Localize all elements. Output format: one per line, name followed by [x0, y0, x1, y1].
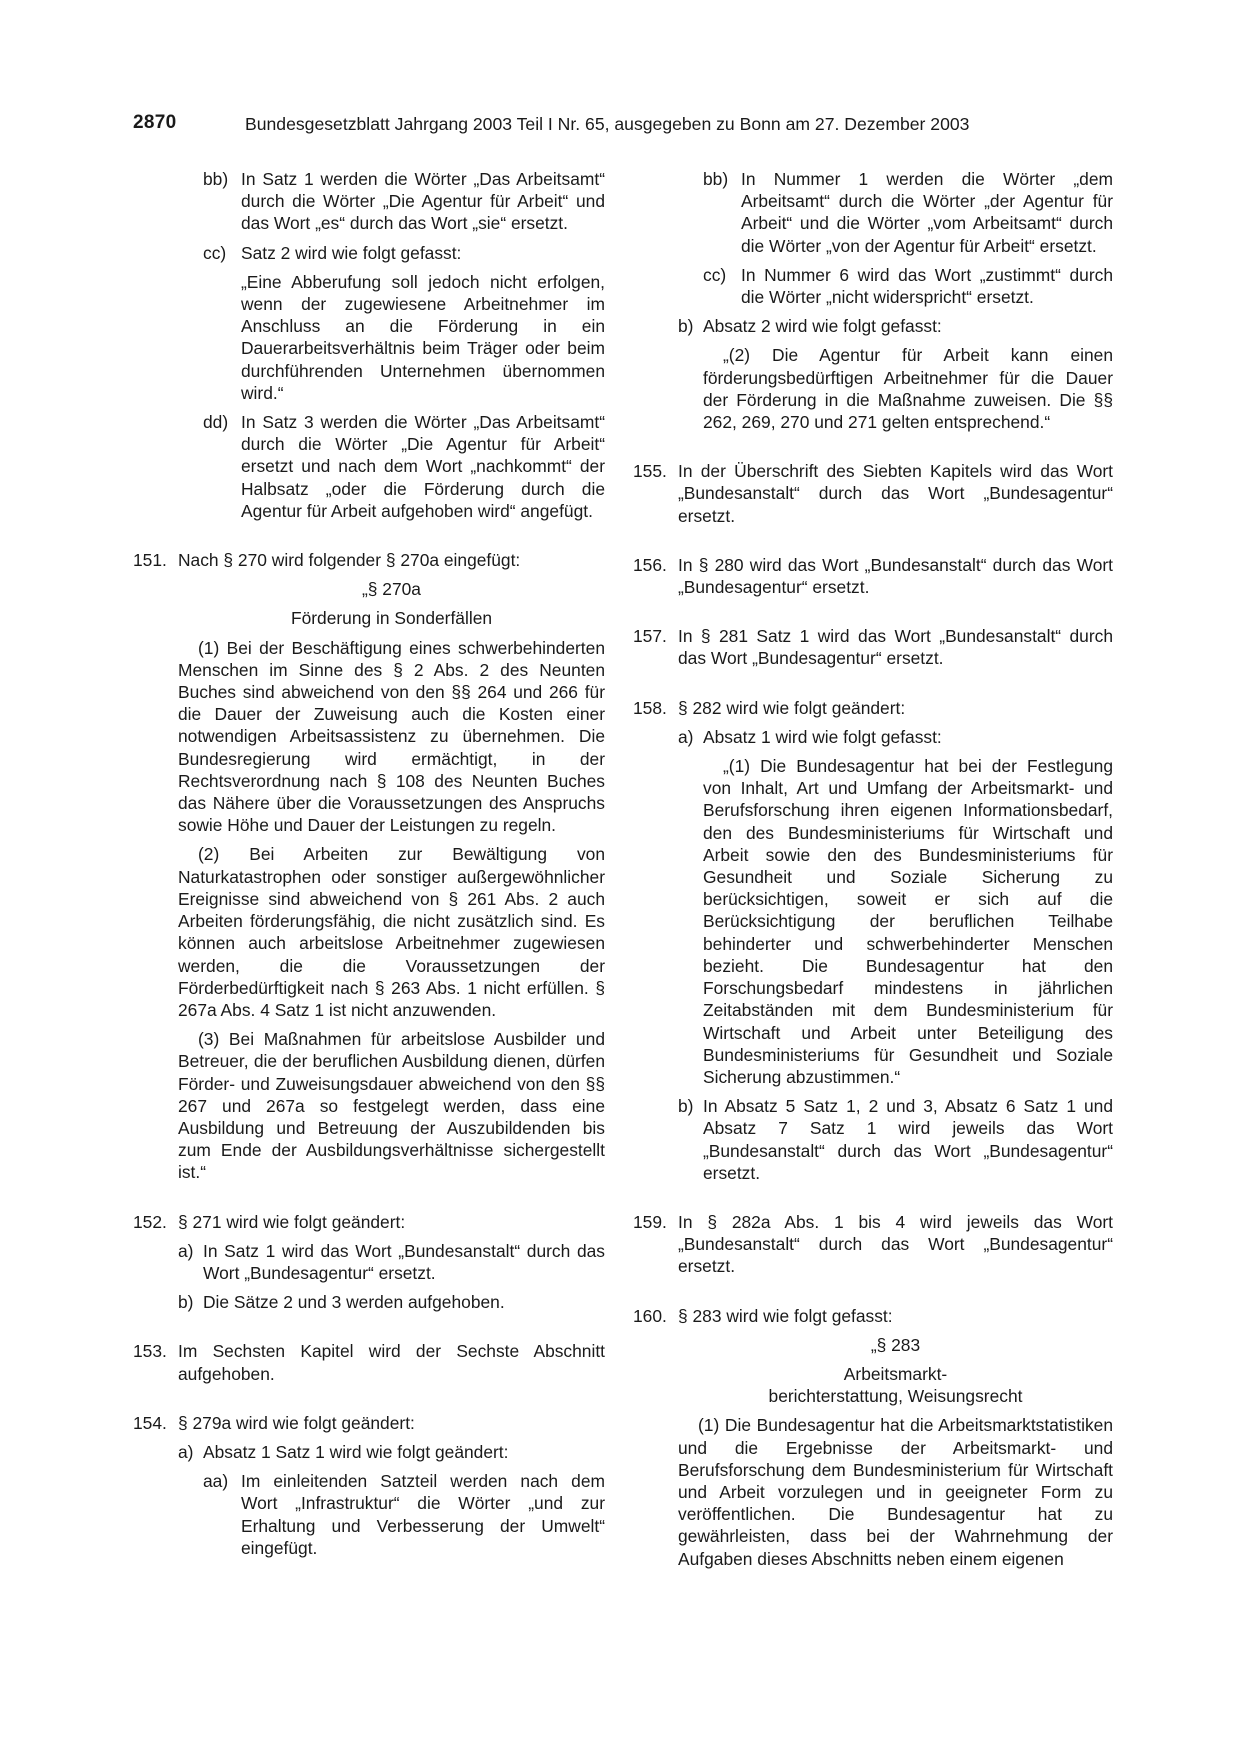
- page-header: [133, 112, 1113, 138]
- quoted-text: „(1) Die Bundesagentur hat bei der Festlegung von Inhalt, Art und Umfang der Arbeitsmarkt- und Berufsforschung ihren eigenen Informationsbedarf, den des Bundesministeriums für Wirtschaft und Arbeit sowie den des Bundesministeriums für Gesundheit und Soziale Sicherung zu berücksichtigen, soweit er sich auf die Berücksichtigung der beruflichen Teilhabe behinderter und schwerbehinderter Menschen bezieht. Die Bundesagentur hat den Forschungsbedarf mindestens in jährlichen Zeitabständen mit dem Bundesministerium für Wirtschaft und Arbeit unter Beteiligung des Bundesministeriums für Gesundheit und Soziale Sicherung abzustimmen.“: [703, 756, 1113, 1087]
- item-number: 157.: [633, 626, 667, 647]
- subitem-text: In Nummer 1 werden die Wörter „dem Arbeitsamt“ durch die Wörter „der Agentur für Arbeit“ und die Wörter „vom Arbeitsamt“ durch die Wörter „von der Agentur für Arbeit“ ersetzt.: [741, 169, 1113, 256]
- paragraph-2: (2) Bei Arbeiten zur Bewältigung von Naturkatastrophen oder sonstiger außergewöhnlicher Ereignisse sind abweichend von § 261 Abs. 2 auch Arbeiten förderungsfähig, die nicht zusätzlich sind. Es können auch arbeitslose Arbeitnehmer zugewiesen werden, die die Voraussetzungen der Förderbedürftigkeit nach § 263 Abs. 1 nicht erfüllen. § 267a Abs. 4 Satz 1 ist nicht anzuwenden.: [178, 844, 605, 1020]
- subitem-text: Im einleitenden Satzteil werden nach dem Wort „Infrastruktur“ die Wörter „und zur Erhaltung und Verbesserung der Umwelt“ eingefügt.: [241, 1471, 605, 1558]
- subitem-cc: [703, 264, 1113, 308]
- paragraph-1: (1) Die Bundesagentur hat die Arbeitsmarktstatistiken und die Ergebnisse der Arbeitsmarkt- und Berufsforschung dem Bundesministerium für Wirtschaft und Arbeit vorzulegen und in geeigneter Form zu veröffentlichen. Die Bundesagentur hat zu gewährleisten, dass bei der Wahrnehmung der Aufgaben dieses Abschnitts neben einem eigenen: [678, 1415, 1113, 1569]
- subitem-text: Absatz 1 wird wie folgt gefasst:: [703, 726, 942, 747]
- item-number: 158.: [633, 697, 667, 718]
- item-number: 152.: [133, 1211, 167, 1232]
- subitem-label: cc): [703, 264, 727, 285]
- subitem-text: Die Sätze 2 und 3 werden aufgehoben.: [203, 1292, 505, 1313]
- item-text: In § 280 wird das Wort „Bundesanstalt“ durch das Wort „Bundesagentur“ ersetzt.: [678, 554, 1113, 598]
- subitem-text: In Satz 3 werden die Wörter „Das Arbeitsamt“ durch die Wörter „Die Agentur für Arbeit“ ersetzt und nach dem Wort „nachkommt“ der Halbsatz „oder die Förderung durch die Agentur für Arbeit aufgehoben wird“ angefügt.: [241, 412, 605, 521]
- item-154: [133, 1412, 605, 1559]
- subitem-label: bb): [203, 169, 229, 189]
- subitem-cc: [203, 242, 605, 404]
- item-153: [133, 1340, 605, 1384]
- subitem-label: a): [178, 1240, 194, 1261]
- item-number: 156.: [633, 554, 667, 575]
- paragraph-1: (1) Bei der Beschäftigung eines schwerbehinderten Menschen im Sinne des § 2 Abs. 2 des Neunten Buches sind abweichend von den §§ 264 und 266 für die Dauer der Zuweisung auch die Kosten einer notwendigen Arbeitsassistenz zu übernehmen. Die Bundesregierung wird ermächtigt, in der Rechtsverordnung nach § 108 des Neunten Buches das Nähere über die Voraussetzungen des Anspruchs sowie Höhe und Dauer der Leistungen zu regeln.: [178, 637, 605, 836]
- subitem-dd: [203, 411, 605, 522]
- subitem-text: Satz 2 wird wie folgt gefasst:: [241, 242, 462, 263]
- item-160: [633, 1305, 1113, 1570]
- subitem-a: [178, 1240, 605, 1284]
- right-column: [633, 168, 1113, 1570]
- item-152: [133, 1211, 605, 1314]
- subitem-text: In Satz 1 werden die Wörter „Das Arbeitsamt“ durch die Wörter „Die Agentur für Arbeit“ und das Wort „es“ durch das Wort „sie“ ersetzt.: [241, 169, 605, 234]
- item-159: [633, 1211, 1113, 1278]
- item-number: 154.: [133, 1412, 167, 1433]
- paragraph-3: (3) Bei Maßnahmen für arbeitslose Ausbilder und Betreuer, die der beruflichen Ausbildung dienen, dürfen Förder- und Zuweisungsdauer abweichend von den §§ 267 und 267a so festgelegt werden, dass eine Ausbildung und Betreuung der Auszubildenden bis zum Ende der Ausbildungsverhältnisse sichergestellt ist.“: [178, 1029, 605, 1183]
- item-number: 153.: [133, 1341, 167, 1362]
- subitem-label: bb): [703, 169, 729, 189]
- item-text: § 283 wird wie folgt gefasst:: [678, 1305, 893, 1326]
- subitem-text: Absatz 1 Satz 1 wird wie folgt geändert:: [203, 1441, 509, 1462]
- section-heading: berichterstattung, Weisungsrecht: [768, 1386, 1023, 1407]
- item-number: 160.: [633, 1305, 667, 1326]
- item-151: [133, 549, 605, 1183]
- item-154-continuation: [633, 168, 1113, 433]
- subitem-text: In Nummer 6 wird das Wort „zustimmt“ durch die Wörter „nicht widerspricht“ ersetzt.: [741, 264, 1113, 308]
- subitem-label: b): [678, 316, 694, 337]
- subitem-text: In Absatz 5 Satz 1, 2 und 3, Absatz 6 Satz 1 und Absatz 7 Satz 1 wird jeweils das Wort „Bundesanstalt“ durch das Wort „Bundesagentur“ ersetzt.: [703, 1096, 1113, 1183]
- subitem-text: Absatz 2 wird wie folgt gefasst:: [703, 316, 942, 337]
- item-156: [633, 554, 1113, 598]
- item-number: 155.: [633, 461, 667, 482]
- page-number: 2870: [133, 112, 177, 133]
- subitem-label: a): [678, 726, 694, 747]
- quoted-text: „Eine Abberufung soll jedoch nicht erfolgen, wenn der zugewiesene Arbeitnehmer im Anschluss an die Förderung in ein Dauerarbeitsverhältnis beim Träger oder beim durchführenden Unternehmen übernommen wird.“: [241, 271, 605, 403]
- subitem-label: cc): [203, 242, 227, 263]
- subitem-label: dd): [203, 412, 229, 433]
- subitem-label: b): [178, 1292, 194, 1313]
- subitem-b: [178, 1291, 605, 1313]
- subitem-label: aa): [203, 1471, 229, 1492]
- section-heading: Förderung in Sonderfällen: [290, 608, 493, 629]
- section-number: „§ 283: [870, 1334, 921, 1355]
- item-150-continuation: [133, 168, 605, 522]
- subitem-b: [678, 315, 1113, 433]
- item-text: In § 282a Abs. 1 bis 4 wird jeweils das Wort „Bundesanstalt“ durch das Wort „Bundesagentur“ ersetzt.: [678, 1211, 1113, 1277]
- item-text: Nach § 270 wird folgender § 270a eingefügt:: [178, 550, 521, 571]
- item-text: § 282 wird wie folgt geändert:: [678, 697, 906, 718]
- subitem-a: [178, 1441, 605, 1559]
- item-number: 151.: [133, 550, 167, 571]
- item-text: Im Sechsten Kapitel wird der Sechste Abschnitt aufgehoben.: [178, 1341, 605, 1384]
- item-text: In § 281 Satz 1 wird das Wort „Bundesanstalt“ durch das Wort „Bundesagentur“ ersetzt.: [678, 626, 1113, 669]
- subitem-bb: [703, 168, 1113, 257]
- subitem-a: [678, 726, 1113, 1088]
- subitem-label: a): [178, 1441, 194, 1462]
- item-number: 159.: [633, 1211, 667, 1232]
- item-text: § 279a wird wie folgt geändert:: [178, 1412, 415, 1433]
- item-text: In der Überschrift des Siebten Kapitels wird das Wort „Bundesanstalt“ durch das Wort „Bundesagentur“ ersetzt.: [678, 461, 1113, 526]
- subitem-label: b): [678, 1096, 694, 1117]
- item-155: [633, 460, 1113, 527]
- item-text: § 271 wird wie folgt geändert:: [178, 1211, 406, 1232]
- subitem-aa: [203, 1470, 605, 1559]
- section-heading: Arbeitsmarkt-: [843, 1363, 948, 1384]
- subitem-text: In Satz 1 wird das Wort „Bundesanstalt“ durch das Wort „Bundesagentur“ ersetzt.: [203, 1240, 605, 1283]
- item-157: [633, 625, 1113, 669]
- section-number: „§ 270a: [362, 579, 421, 600]
- quoted-text: „(2) Die Agentur für Arbeit kann einen förderungsbedürftigen Arbeitnehmer für die Dauer der Förderung in die Maßnahme zuweisen. Die §§ 262, 269, 270 und 271 gelten entsprechend.“: [703, 345, 1113, 433]
- left-column: [133, 168, 605, 1559]
- subitem-bb: [203, 168, 605, 235]
- running-title: Bundesgesetzblatt Jahrgang 2003 Teil I Nr. 65, ausgegeben zu Bonn am 27. Dezember 2003: [245, 114, 970, 134]
- item-158: [633, 697, 1113, 1184]
- subitem-b: [678, 1095, 1113, 1184]
